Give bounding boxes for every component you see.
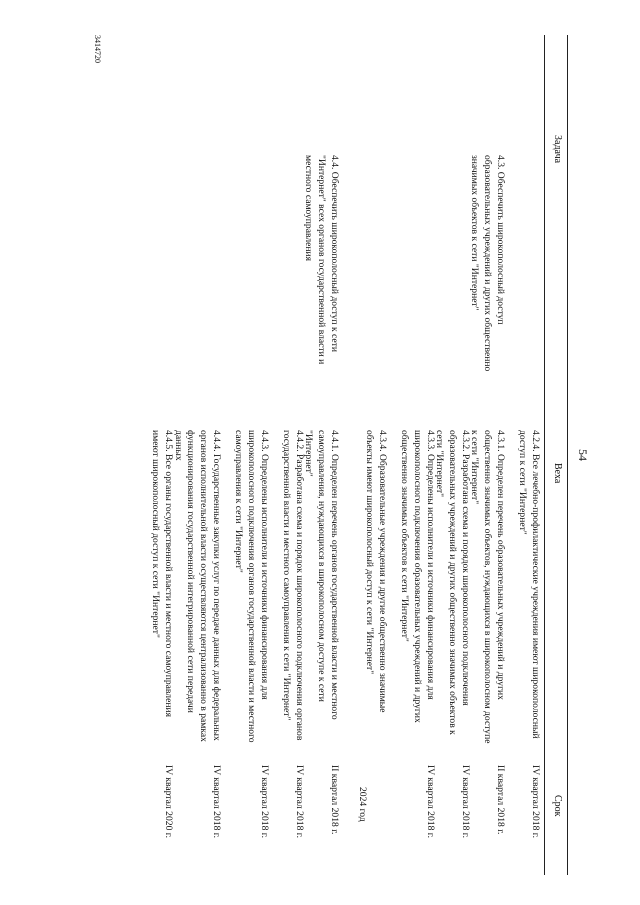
task-cell: 4.4. Обеспечить широкополосный доступ к сети "Интернет" всех органов государственной власти и местного самоуправления	[303, 155, 340, 365]
term-cell: IV квартал 2018 г.	[211, 765, 222, 839]
term-cell: II квартал 2018 г.	[495, 765, 506, 835]
milestone-cell: 4.4.2. Разработана схема и порядок широкополосного подключения органов государственной власти и местного самоуправления к сети "Интернет"	[281, 430, 305, 741]
term-cell: II квартал 2018 г.	[329, 765, 340, 835]
header-task: Задача	[552, 135, 563, 164]
rotated-table	[68, 35, 590, 875]
term-cell: 2024 год	[357, 787, 368, 822]
milestone-cell: 4.3.3. Определены исполнители и источники финансирования для широкополосного подключения образовательных учреждений и других общественно значимых объектов к сети "Интернет"	[399, 430, 436, 723]
header-term: Срок	[552, 795, 563, 817]
task-cell: 4.3. Обеспечить широкополосный доступ образовательных учреждений и других общественно значимых объектов к сети "Интернет"	[469, 155, 506, 372]
term-cell: IV квартал 2018 г.	[294, 765, 305, 839]
header-milestone: Веха	[552, 463, 563, 484]
term-cell: IV квартал 2018 г.	[259, 765, 270, 839]
term-cell: IV квартал 2018 г.	[425, 765, 436, 839]
table-header	[544, 35, 568, 875]
milestone-cell: 4.4.5. Все органы государственной власти и местного самоуправления имеют широкополосный доступ к сети "Интернет"	[150, 430, 174, 718]
milestone-cell: 4.3.1. Определен перечень образовательных учреждений и других общественно значимых объектов, нуждающихся в широкополосном доступе к сети "Интернет"	[469, 430, 506, 744]
milestone-cell: 4.3.4. Образовательные учреждения и другие общественно значимые объекты имеют широкополосный доступ к сети "Интернет"	[364, 430, 388, 713]
term-cell: IV квартал 2020 г.	[163, 765, 174, 839]
milestone-cell: 4.3.2. Разработана схема и порядок широкополосного подключения образовательных учреждений и других общественно значимых объектов к сети "Интернет"	[434, 430, 471, 735]
term-cell: IV квартал 2018 г.	[460, 765, 471, 839]
milestone-cell: 4.2.4. Все лечебно-профилактические учреждения имеют широкополосный доступ к сети "Интернет"	[517, 430, 541, 739]
term-cell: IV квартал 2018 г.	[530, 765, 541, 839]
milestone-cell: 4.4.4. Государственные закупки услуг по передаче данных для федеральных органов исполнительной власти осуществляются централизованно в рамках функционирования государственной интегрированной сети передачи данных	[172, 430, 222, 742]
document-id: 3414720	[93, 35, 102, 63]
milestone-cell: 4.4.1. Определен перечень органов государственной власти и местного самоуправления, нуждающихся в широкополосном доступе к сети "Интернет"	[303, 430, 340, 720]
page-number: 54	[576, 449, 590, 461]
milestone-cell: 4.4.3. Определены исполнители и источники финансирования для широкополосного подключения органов государственной власти и местного самоуправления к сети "Интернет"	[233, 430, 270, 743]
